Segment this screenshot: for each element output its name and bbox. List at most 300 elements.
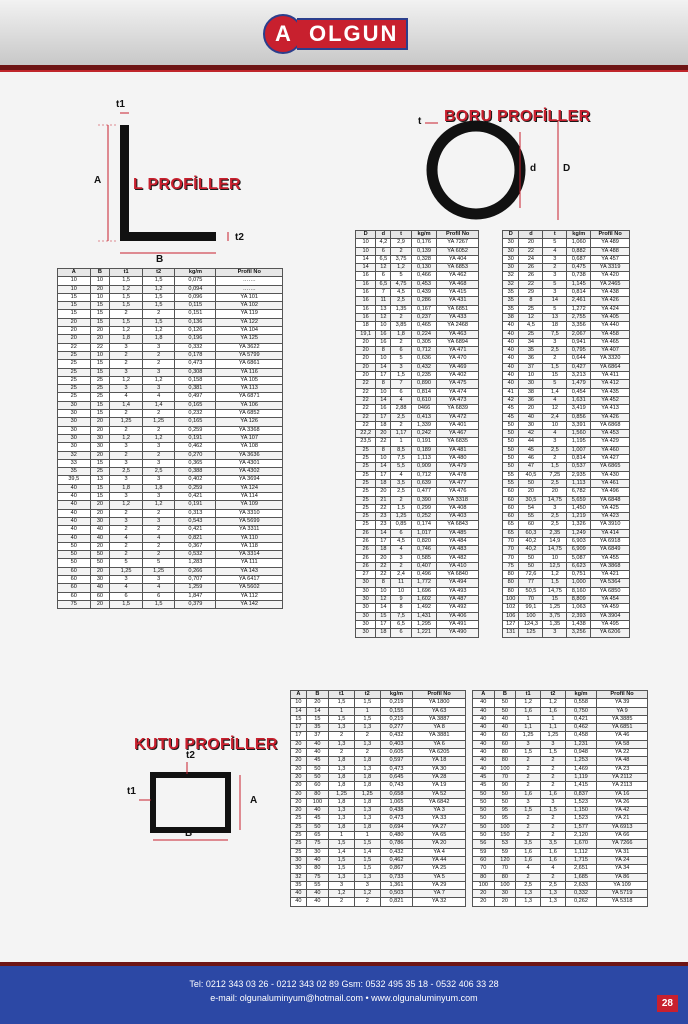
- table-cell: YA 5699: [216, 517, 283, 525]
- table-cell: 0,497: [175, 393, 216, 401]
- table-cell: 8: [391, 604, 411, 612]
- table-row: [356, 272, 479, 280]
- table-row: [503, 380, 630, 388]
- table-cell: 47: [519, 463, 543, 471]
- table-cell: YA 21: [597, 815, 648, 823]
- table-cell: 3,256: [567, 629, 591, 637]
- table-cell: 15: [90, 401, 110, 409]
- table-cell: 50: [473, 823, 495, 831]
- table-cell: 0,224: [411, 330, 437, 338]
- table-row: [58, 584, 283, 592]
- table-cell: 60: [519, 521, 543, 529]
- table-cell: YA 489: [591, 239, 630, 247]
- footer-contact-web: e-mail: olgunaluminyum@hotmail.com • www.olgunaluminyum.com: [210, 993, 478, 1003]
- table-cell: YA 414: [591, 529, 630, 537]
- table-cell: 16: [356, 297, 376, 305]
- table-cell: 0,189: [411, 446, 437, 454]
- table-cell: 0,795: [567, 347, 591, 355]
- table-cell: 0,909: [411, 463, 437, 471]
- table-cell: 1,35: [391, 305, 411, 313]
- table-cell: 35: [291, 881, 307, 889]
- table-cell: YA 63: [413, 707, 466, 715]
- table-cell: 1,8: [354, 782, 380, 790]
- table-cell: YA 19: [413, 782, 466, 790]
- table-cell: 1,685: [565, 873, 596, 881]
- table-cell: YA 6864: [591, 363, 630, 371]
- table-cell: 0,475: [567, 264, 591, 272]
- table-cell: 1,3: [329, 765, 355, 773]
- table-cell: 1,3: [354, 724, 380, 732]
- table-cell: YA 30: [413, 765, 466, 773]
- table-cell: 50: [473, 832, 495, 840]
- table-cell: 16: [356, 280, 376, 288]
- table-row: [503, 289, 630, 297]
- table-cell: 4,5: [391, 289, 411, 297]
- table-cell: 0,480: [380, 832, 413, 840]
- table-cell: 1,6: [541, 707, 566, 715]
- table-row: [473, 815, 648, 823]
- table-cell: 20: [519, 488, 543, 496]
- table-cell: 3: [142, 385, 175, 393]
- table-cell: 17: [376, 413, 391, 421]
- table-cell: 30: [58, 434, 91, 442]
- table-cell: 0,126: [175, 327, 216, 335]
- table-cell: 0,610: [411, 396, 437, 404]
- table-cell: 1: [541, 715, 566, 723]
- table-cell: 20: [90, 567, 110, 575]
- table-row: [291, 890, 466, 898]
- table-cell: 1,35: [543, 620, 567, 628]
- table-cell: 1,5: [142, 302, 175, 310]
- table-cell: 20: [90, 451, 110, 459]
- table-cell: 45: [473, 782, 495, 790]
- logo-wordmark: OLGUN: [297, 18, 408, 50]
- table-cell: 1,283: [175, 559, 216, 567]
- table-cell: 0,432: [411, 363, 437, 371]
- table-cell: 0,821: [175, 534, 216, 542]
- table-cell: 80: [494, 873, 516, 881]
- table-cell: 106: [503, 612, 519, 620]
- table-cell: 1,5: [329, 840, 355, 848]
- table-cell: 3: [142, 493, 175, 501]
- table-cell: 1,2: [142, 434, 175, 442]
- table-cell: 2: [541, 823, 566, 831]
- table-cell: 40: [306, 807, 328, 815]
- table-cell: 0,427: [567, 363, 591, 371]
- table-row: [58, 385, 283, 393]
- table-cell: 0,286: [411, 297, 437, 305]
- table-row: [356, 629, 479, 637]
- table-row: [58, 600, 283, 608]
- table-cell: 1,112: [565, 848, 596, 856]
- table-header-row: [58, 269, 283, 277]
- table-row: [58, 327, 283, 335]
- table-cell: 2,5: [391, 413, 411, 421]
- table-cell: 0,712: [411, 471, 437, 479]
- table-cell: 1,847: [175, 592, 216, 600]
- table-cell: 16: [376, 330, 391, 338]
- table-cell: 2: [391, 562, 411, 570]
- table-cell: 7,5: [391, 455, 411, 463]
- table-cell: 0,712: [411, 347, 437, 355]
- table-row: [473, 848, 648, 856]
- table-cell: 1,450: [567, 504, 591, 512]
- table-row: [291, 865, 466, 873]
- table-cell: 1,249: [567, 529, 591, 537]
- table-cell: 0,821: [380, 898, 413, 906]
- table-cell: 7,5: [391, 612, 411, 620]
- kutu-profiles-title: KUTU PROFİLLER: [134, 736, 278, 753]
- table-cell: 95: [494, 815, 516, 823]
- table-cell: YA 28: [413, 773, 466, 781]
- table-row: [473, 832, 648, 840]
- table-row: [503, 620, 630, 628]
- table-cell: 0,458: [565, 732, 596, 740]
- table-row: [473, 790, 648, 798]
- table-cell: 30: [291, 856, 307, 864]
- table-cell: 1,150: [565, 807, 596, 815]
- table-cell: 3: [110, 476, 143, 484]
- table-cell: 1,602: [411, 596, 437, 604]
- table-cell: 1,8: [354, 773, 380, 781]
- table-row: [356, 330, 479, 338]
- table-cell: 6,5: [376, 255, 391, 263]
- table-cell: 15: [291, 715, 307, 723]
- table-cell: 1,113: [411, 455, 437, 463]
- table-cell: 0,167: [411, 305, 437, 313]
- table-cell: 10: [376, 587, 391, 595]
- table-cell: 40: [503, 338, 519, 346]
- table-cell: 1,326: [567, 521, 591, 529]
- table-cell: 16: [376, 405, 391, 413]
- table-cell: 20: [90, 285, 110, 293]
- table-cell: 4: [110, 534, 143, 542]
- table-cell: 0,496: [411, 571, 437, 579]
- table-cell: 40: [90, 534, 110, 542]
- table-cell: 2,5: [391, 297, 411, 305]
- table-cell: 2: [541, 757, 566, 765]
- table-cell: 0,174: [411, 521, 437, 529]
- table-cell: 2: [543, 455, 567, 463]
- table-cell: 50: [58, 559, 91, 567]
- table-cell: YA 102: [216, 302, 283, 310]
- table-cell: YA 412: [591, 380, 630, 388]
- table-cell: 50: [473, 790, 495, 798]
- table-cell: 100: [306, 798, 328, 806]
- table-cell: 20: [90, 600, 110, 608]
- table-cell: YA 2465: [591, 280, 630, 288]
- table-row: [473, 699, 648, 707]
- table-row: [356, 289, 479, 297]
- table-cell: YA 438: [591, 289, 630, 297]
- table-cell: 5: [391, 355, 411, 363]
- table-cell: 1,17: [391, 430, 411, 438]
- table-cell: YA 406: [437, 612, 479, 620]
- table-row: [58, 551, 283, 559]
- table-cell: 13: [90, 476, 110, 484]
- table-cell: 1,4: [354, 848, 380, 856]
- table-cell: 26: [356, 546, 376, 554]
- table-cell: 17: [376, 471, 391, 479]
- table-cell: 3: [543, 255, 567, 263]
- table-cell: 0,299: [411, 504, 437, 512]
- table-cell: 30: [356, 596, 376, 604]
- table-cell: YA 6852: [216, 410, 283, 418]
- table-cell: 20: [376, 430, 391, 438]
- table-cell: 0,165: [175, 418, 216, 426]
- table-row: [473, 823, 648, 831]
- table-cell: 35: [58, 468, 91, 476]
- table-cell: 1,2: [541, 699, 566, 707]
- table-cell: YA 126: [216, 418, 283, 426]
- table-cell: 50: [90, 551, 110, 559]
- column-header: kg/m: [567, 231, 591, 239]
- table-cell: 12: [376, 264, 391, 272]
- table-cell: 30: [90, 443, 110, 451]
- table-cell: 0,262: [565, 898, 596, 906]
- table-cell: 14: [376, 363, 391, 371]
- table-cell: 75: [503, 562, 519, 570]
- table-cell: 30: [356, 620, 376, 628]
- table-cell: 0,332: [175, 343, 216, 351]
- table-cell: 1,119: [565, 773, 596, 781]
- table-cell: 2,935: [567, 471, 591, 479]
- table-cell: YA 461: [591, 479, 630, 487]
- table-cell: 18: [376, 629, 391, 637]
- table-cell: 2: [516, 832, 541, 840]
- table-cell: YA 6851: [437, 305, 479, 313]
- logo-mark: A: [263, 14, 303, 54]
- table-cell: 25: [291, 840, 307, 848]
- table-cell: 2: [142, 310, 175, 318]
- table-cell: YA 474: [437, 388, 479, 396]
- table-cell: 1,5: [329, 699, 355, 707]
- tube-shape: [432, 126, 520, 214]
- table-cell: 40: [519, 413, 543, 421]
- table-cell: 40,2: [519, 537, 543, 545]
- table-cell: 99,1: [519, 604, 543, 612]
- table-row: [503, 347, 630, 355]
- table-cell: 10: [90, 293, 110, 301]
- table-cell: 23,5: [356, 438, 376, 446]
- table-row: [356, 413, 479, 421]
- table-cell: YA 3314: [216, 551, 283, 559]
- table-cell: 15: [90, 493, 110, 501]
- table-cell: YA 143: [216, 567, 283, 575]
- table-cell: 1,5: [110, 318, 143, 326]
- table-cell: YA 44: [413, 856, 466, 864]
- header-divider-red: [0, 70, 688, 72]
- table-cell: 80: [503, 587, 519, 595]
- table-cell: YA 493: [437, 587, 479, 595]
- table-cell: 102: [503, 604, 519, 612]
- table-cell: YA 111: [216, 559, 283, 567]
- table-cell: 30: [90, 434, 110, 442]
- table-cell: 80: [473, 873, 495, 881]
- table-cell: 50: [58, 551, 91, 559]
- table-cell: YA 25: [413, 865, 466, 873]
- table-cell: 10: [90, 351, 110, 359]
- table-cell: 35: [306, 724, 328, 732]
- table-cell: 1,5: [516, 807, 541, 815]
- table-cell: 0,407: [411, 562, 437, 570]
- table-cell: 1,5: [543, 463, 567, 471]
- table-cell: 20: [291, 790, 307, 798]
- table-row: [58, 476, 283, 484]
- table-cell: YA 31: [597, 848, 648, 856]
- table-cell: 3,213: [567, 372, 591, 380]
- table-cell: 42: [503, 396, 519, 404]
- table-cell: 0,558: [565, 699, 596, 707]
- table-row: [503, 363, 630, 371]
- table-cell: 2: [516, 782, 541, 790]
- table-cell: 1,25: [543, 604, 567, 612]
- table-cell: 0,890: [411, 380, 437, 388]
- table-cell: 40: [494, 715, 516, 723]
- table-cell: 1,1: [541, 724, 566, 732]
- table-cell: 60: [58, 567, 91, 575]
- table-cell: 0,191: [411, 438, 437, 446]
- table-cell: YA 3: [413, 807, 466, 815]
- table-cell: 1,3: [354, 765, 380, 773]
- table-cell: 2: [541, 815, 566, 823]
- table-row: [291, 699, 466, 707]
- table-cell: 0,075: [175, 277, 216, 285]
- table-cell: 0,786: [380, 840, 413, 848]
- table-cell: 0,191: [175, 501, 216, 509]
- table-cell: 14: [306, 707, 328, 715]
- table-cell: 3: [329, 881, 355, 889]
- table-cell: YA 6894: [437, 338, 479, 346]
- table-cell: 14,75: [543, 546, 567, 554]
- table-cell: 25: [356, 471, 376, 479]
- table-cell: YA 463: [437, 330, 479, 338]
- table-row: [356, 338, 479, 346]
- table-cell: 1,3: [329, 873, 355, 881]
- table-cell: YA 3636: [216, 451, 283, 459]
- table-cell: 60: [58, 592, 91, 600]
- table-cell: 80: [494, 749, 516, 757]
- table-cell: 30: [356, 604, 376, 612]
- table-row: [473, 749, 648, 757]
- table-cell: 100: [494, 765, 516, 773]
- table-cell: 1,438: [567, 620, 591, 628]
- table-cell: 50: [58, 542, 91, 550]
- table-cell: 4: [543, 247, 567, 255]
- table-cell: YA 430: [591, 471, 630, 479]
- table-cell: 40: [503, 347, 519, 355]
- column-header: B: [494, 691, 516, 699]
- table-cell: 1,25: [142, 567, 175, 575]
- table-cell: YA 431: [437, 297, 479, 305]
- table-cell: YA 116: [216, 368, 283, 376]
- table-row: [503, 513, 630, 521]
- table-cell: 22,2: [356, 430, 376, 438]
- table-cell: YA 408: [437, 504, 479, 512]
- table-cell: 0,196: [175, 335, 216, 343]
- table-cell: 1,3: [541, 898, 566, 906]
- table-cell: 10: [58, 277, 91, 285]
- table-cell: YA 455: [591, 554, 630, 562]
- table-cell: 22: [519, 247, 543, 255]
- footer-contact-phone: Tel: 0212 343 03 26 - 0212 343 02 89 Gsm: 0532 495 35 18 - 0532 406 33 28: [189, 979, 499, 989]
- table-cell: 1,3: [354, 815, 380, 823]
- table-cell: 1,25: [110, 418, 143, 426]
- table-cell: 3: [391, 363, 411, 371]
- table-row: [58, 451, 283, 459]
- table-cell: 16: [356, 272, 376, 280]
- table-cell: 30: [503, 264, 519, 272]
- table-cell: YA 5799: [216, 351, 283, 359]
- table-cell: YA 3885: [597, 715, 648, 723]
- table-cell: YA 2468: [437, 322, 479, 330]
- table-cell: YA 6871: [216, 393, 283, 401]
- table-cell: 30: [503, 247, 519, 255]
- table-cell: YA 404: [437, 255, 479, 263]
- table-cell: 6,5: [391, 620, 411, 628]
- table-row: [503, 322, 630, 330]
- table-cell: 2,5: [543, 521, 567, 529]
- table-cell: 0,746: [411, 546, 437, 554]
- table-cell: 3: [543, 438, 567, 446]
- table-cell: 10: [356, 239, 376, 247]
- table-cell: YA 487: [437, 596, 479, 604]
- table-cell: YA 5719: [597, 890, 648, 898]
- table-cell: 36: [519, 396, 543, 404]
- table-cell: 6: [376, 247, 391, 255]
- table-cell: YA 6205: [413, 749, 466, 757]
- table-cell: 40: [58, 493, 91, 501]
- table-cell: 0,503: [380, 890, 413, 898]
- table-cell: 1,6: [516, 790, 541, 798]
- table-row: [473, 873, 648, 881]
- table-cell: 1,3: [329, 740, 355, 748]
- table-cell: YA 484: [437, 537, 479, 545]
- table-cell: 40: [306, 890, 328, 898]
- table-cell: YA 459: [591, 604, 630, 612]
- table-cell: 10: [376, 355, 391, 363]
- table-cell: 2: [516, 765, 541, 773]
- table-cell: 9: [391, 596, 411, 604]
- table-cell: 2: [110, 351, 143, 359]
- kutu-table-right: [472, 690, 648, 907]
- table-cell: 1,2: [329, 890, 355, 898]
- table-cell: YA 458: [591, 330, 630, 338]
- table-cell: 3,5: [541, 840, 566, 848]
- table-cell: 25: [356, 513, 376, 521]
- table-cell: 3: [142, 459, 175, 467]
- table-cell: 2,393: [567, 612, 591, 620]
- table-cell: 20: [291, 749, 307, 757]
- table-cell: 75: [306, 840, 328, 848]
- column-header: t: [391, 231, 411, 239]
- table-cell: 150: [494, 832, 516, 840]
- table-cell: 2: [354, 749, 380, 757]
- table-row: [58, 468, 283, 476]
- table-cell: 17: [291, 724, 307, 732]
- table-row: [503, 612, 630, 620]
- column-header: t: [543, 231, 567, 239]
- column-header: kg/m: [175, 269, 216, 277]
- table-cell: 1,577: [565, 823, 596, 831]
- table-cell: YA 3368: [216, 426, 283, 434]
- table-cell: 1,670: [565, 840, 596, 848]
- table-row: [356, 280, 479, 288]
- table-row: [58, 567, 283, 575]
- table-cell: 35: [519, 347, 543, 355]
- table-cell: 2,5: [391, 488, 411, 496]
- table-cell: 2: [142, 551, 175, 559]
